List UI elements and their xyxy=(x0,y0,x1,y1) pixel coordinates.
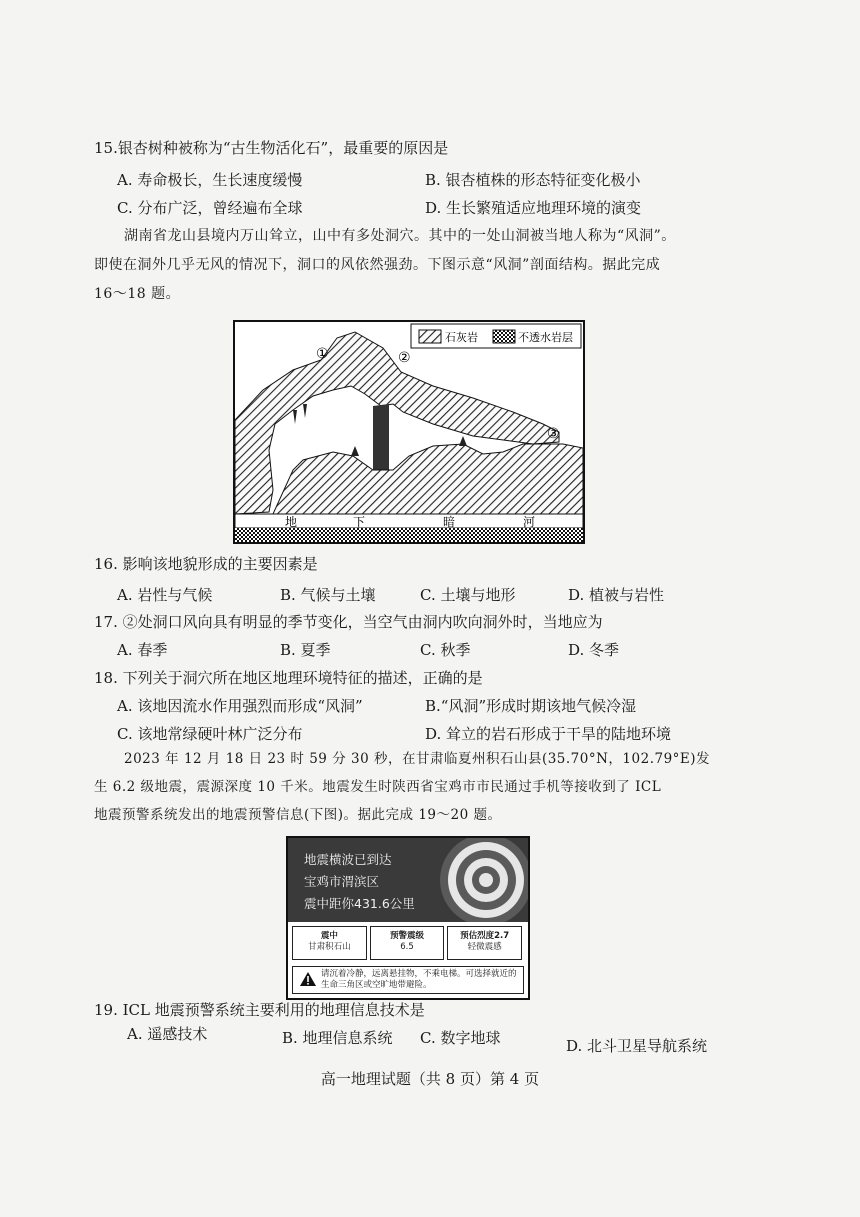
passage-2-line-1: 2023 年 12 月 18 日 23 时 59 分 30 秒，在甘肃临夏州积石山县(35.70°N，102.79°E)发 xyxy=(124,751,711,767)
q19-option-a: A. 遥感技术 xyxy=(127,1025,208,1043)
earthquake-alert-screenshot xyxy=(286,836,530,1000)
alert-info-grid xyxy=(292,926,522,960)
epicenter-cell xyxy=(292,926,367,960)
q15-option-d: D. 生长繁殖适应地理环境的演变 xyxy=(425,199,642,217)
epicenter-value: 甘肃积石山 xyxy=(308,942,351,952)
epicenter-title: 震中 xyxy=(320,931,338,941)
q19-option-d: D. 北斗卫星导航系统 xyxy=(566,1037,708,1055)
passage-1-line-1: 湖南省龙山县境内万山耸立，山中有多处洞穴。其中的一处山洞被当地人称为“风洞”。 xyxy=(124,228,676,244)
river-char-3: 暗 xyxy=(443,515,456,529)
q17-option-d: D. 冬季 xyxy=(568,641,620,659)
page-footer: 高一地理试题（共 8 页）第 4 页 xyxy=(320,1070,540,1088)
q15-option-c: C. 分布广泛，曾经遍布全球 xyxy=(117,199,303,217)
passage-1-line-2: 即使在洞外几乎无风的情况下，洞口的风依然强劲。下图示意“风洞”剖面结构。据此完成 xyxy=(94,257,661,273)
question-18-stem: 18. 下列关于洞穴所在地区地理环境特征的描述，正确的是 xyxy=(94,669,483,687)
q17-option-b: B. 夏季 xyxy=(280,641,331,659)
intensity-value: 轻微震感 xyxy=(467,942,502,952)
alert-line-3: 震中距你431.6公里 xyxy=(304,896,415,911)
marker-2: ② xyxy=(398,350,411,366)
question-16-stem: 16. 影响该地貌形成的主要因素是 xyxy=(94,555,318,573)
question-15-stem: 15.银杏树种被称为“古生物活化石”，最重要的原因是 xyxy=(94,139,449,157)
q17-option-a: A. 春季 xyxy=(117,641,168,659)
passage-2-line-3: 地震预警系统发出的地震预警信息(下图)。据此完成 19～20 题。 xyxy=(94,807,502,823)
target-rings-icon xyxy=(438,838,528,922)
river-char-4: 河 xyxy=(523,515,536,529)
legend-limestone-label: 石灰岩 xyxy=(445,331,478,344)
q19-option-b: B. 地理信息系统 xyxy=(282,1029,393,1047)
q18-option-d: D. 耸立的岩石形成于干旱的陆地环境 xyxy=(425,725,672,743)
q16-option-c: C. 土壤与地形 xyxy=(420,586,516,604)
warning-triangle-icon xyxy=(299,971,317,987)
q16-option-d: D. 植被与岩性 xyxy=(568,586,665,604)
q19-option-c: C. 数字地球 xyxy=(420,1029,501,1047)
question-19-stem: 19. ICL 地震预警系统主要利用的地理信息技术是 xyxy=(94,1001,425,1019)
q15-option-b: B. 银杏植株的形态特征变化极小 xyxy=(425,171,641,189)
legend-impermeable-label: 不透水岩层 xyxy=(518,331,573,344)
magnitude-value: 6.5 xyxy=(400,942,414,952)
q18-option-a: A. 该地因流水作用强烈而形成“风洞” xyxy=(117,697,363,715)
cave-cross-section-figure xyxy=(233,320,585,544)
q18-option-b: B.“风洞”形成时期该地气候冷湿 xyxy=(425,697,637,715)
q17-option-c: C. 秋季 xyxy=(420,641,471,659)
marker-3: ③ xyxy=(547,426,560,442)
q18-option-c: C. 该地常绿硬叶林广泛分布 xyxy=(117,725,303,743)
q16-option-b: B. 气候与土壤 xyxy=(280,586,376,604)
magnitude-cell xyxy=(370,926,445,960)
river-char-2: 下 xyxy=(353,515,366,529)
q15-option-a: A. 寿命极长，生长速度缓慢 xyxy=(117,171,303,189)
warning-text: 请沉着冷静，远离悬挂物，不乘电梯。可选择就近的生命三角区或空旷地带避险。 xyxy=(321,969,517,990)
intensity-title: 预估烈度2.7 xyxy=(460,931,510,941)
passage-1-line-3: 16～18 题。 xyxy=(94,286,181,302)
alert-header xyxy=(288,838,528,922)
question-17-stem: 17. ②处洞口风向具有明显的季节变化，当空气由洞内吹向洞外时，当地应为 xyxy=(94,613,603,631)
alert-line-1: 地震横波已到达 xyxy=(304,852,392,867)
river-char-1: 地 xyxy=(285,515,298,529)
q16-option-a: A. 岩性与气候 xyxy=(117,586,213,604)
intensity-cell xyxy=(447,926,522,960)
passage-2-line-2: 生 6.2 级地震，震源深度 10 千米。地震发生时陕西省宝鸡市市民通过手机等接收到了 ICL xyxy=(94,779,662,795)
alert-warning xyxy=(292,966,524,994)
magnitude-title: 预警震级 xyxy=(390,931,425,941)
marker-1: ① xyxy=(316,346,329,362)
alert-line-2: 宝鸡市渭滨区 xyxy=(304,874,380,889)
